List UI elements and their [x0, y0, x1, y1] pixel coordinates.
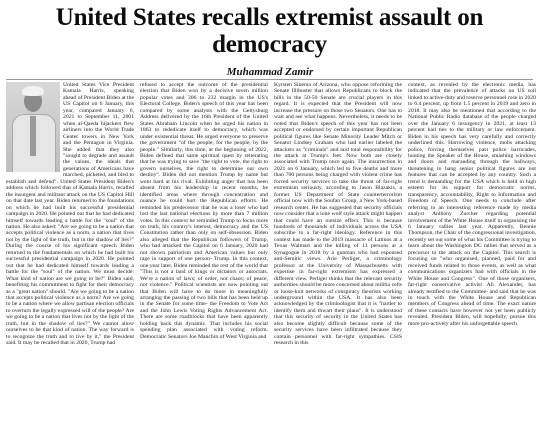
article-column-4: [408, 82, 536, 442]
headline: United States recalls extremist assault on democracy: [55, 4, 484, 58]
divider: [6, 79, 533, 80]
article-column-1: [6, 82, 134, 442]
column-4-text: context, as revealed by the electronic media, has indicated that the prevalence of attacks on US soil linked to active-duty and reserve personnel rose in 2020 to 6.4 percent, up from 1.5 percent in 2019 and zero in 2018. It may also be mentioned that according to the National Public Radio database of the people charged over the January 6 insurgency in 2021, at least 13 percent had ties to the military or law enforcement. Biden in his speech has very carefully and correctly underlined this. Harrowing violence, mobs attacking police, forcing themselves past police barricades, hunting the Speaker of the House, smashing windows and doors and marauding through the hallways, threatening to hang senior political figures are not features that can be accepted by any country. Such a trend is demanding for the USA which is held in high esteem for its support for democratic norms, transparency, accountability, Right to Information and Freedom of Speech. One needs to conclude after referring to an interesting reference made by media analyst Anthony Zurcher regarding potential involvement of the White House itself in organising the 6 January rallies last year. Apparently, Bennie Thompson, the Chair of the congressional investigation, recently set out some of what his Committee is trying to learn about the Washington DC rallies that served as a precursor to the attack on the Capitol. This search is focusing on "who organised, planned, paid for and received funds related to those events, as well as what communications organizers had with officials in the White House and Congress". One of those organisers, far-right conservative activist Ali Alexander, has already testified to the Committee- and said that he was in touch with the White House and Republican members of Congress ahead of time. The exact nature of these contacts have however not yet been publicly revealed. President Biden, will hopefully, pursue this more pro-actively after his unforgettable speech.: [408, 82, 536, 327]
author-photo: [6, 82, 60, 172]
column-2-text: refused to accept the outcome of the presidential election that Biden won by a decisive seven million popular votes and 306 to 232 margin in the US's Electoral College. Biden's speech of this year has been compared by some analysts with the Gettysburg Address delivered by the 16th President of the United States Abraham Lincoln when he urged his nation in 1863 to rededicate itself to democracy, which was under existential threat. He urged everyone to preserve the government "of the people, for the people, by the people." Similarly, this time, at the beginning of 2022, Biden defined that same spiritual quest by reiterating that he was trying to save "the right to vote, the right to govern ourselves, the right to determine our own destiny". Biden did not mention Trump by name but went hard at his rival. Exhibiting anger that has been absent from his leadership in recent months, he identified areas where through concentration and nuance he could hurt the Republican efforts. He reminded his predecessor that he was a loser who had lost the last national elections by more than 7 million votes. In this context he reminded Trump to focus more on truth, his country's interest, democracy and the US Constitution rather than only on self-obsession. Biden also alleged that the Republican followers of Trump, who had attacked the Capitol on 6 January, 2020 had not shown patriotism and American values but only rage in support of one person- Trump. In this context, one year later, Biden reminded the rest of the world that "This is not a land of kings or dictators or autocrats. We're a nation of laws; of order, not chaos; of peace, not violence." Political scientists are now pointing out that Biden will have to do more in meaningfully arranging the passing of two bills that has been held up in the Senate for some time- the Freedom to Vote Act and the John Lewis Voting Rights Advancement Act. There are some roadblocks that have been apparently holding back this dynamic. That includes his social spending plan associated with voting reform. Democratic Senators Joe Manchin of West Virginia and: [140, 82, 268, 340]
article-column-2: [140, 82, 268, 442]
column-3-text: Kyrsten Sinema of Arizona, who oppose reforming the Senate filibuster that allows Republicans to block the bills in the 50-50 Senate are crucial players in this regard. It is expected that the President will now increase the pressure on those two Senators. One has to wait and see what happens. Nevertheless, it needs to be noted that Biden's speech of this year has not been accepted or endorsed by certain important Republican political figures like Senate Minority Leader Mitch or Senator Lindsey Graham who had earlier labeled the attackers as "criminals" and laid total responsibility for the attack at Trump's feet. Now both are closely associated with Trump once again. The insurrection in 2021 on 6 January, which led to five deaths and more than 700 persons being charged with violent crime has forced security services to take the threat of far-right extremism seriously, according to Jason Blazakis, a former US Department of State counterterrorism official now with the Soufan Group, a New York-based research center. He has suggested that security officials now consider that a lone wolf style attack might happen that could have an outsize effect. This is because hundreds of thousands of individuals across the USA subscribe to a far-right ideology. Reference in this context has made to the 2019 massacre of Latinos at a Texas Walmart and the killing of 11 persons at a Synagogue in 2018 by a gunman who had espoused anti-Semitic views. Arie Perliger, a criminology professor at the University of Massachusetts with expertise in far-right extremism has expressed a different view. Perliger thinks that the relevant security authorities should be more concerned about militia cells or loose-knit networks of conspiracy theorists working underground within the USA. It has also been acknowledged by the criminologist that it is "harder to identify them and thwart their plans". It is understood that this security of security in the United States has also become slightly difficult because some of the security services have been infiltrated because they contain personnel with far-right sympathies. CSIS research in this: [274, 82, 402, 347]
byline: Muhammad Zamir: [226, 66, 314, 78]
article-column-3: [274, 82, 402, 442]
column-1-text: United States Vice President Kamala Harris, speaking ahead of President Biden at the US Capitol on 6 January, this year, compared January 6, 2021 to September 11, 2001 when al-Qaeda hijackers flew airliners into the World Trade Center towers in New York and the Pentagon in Virginia. She added that they also "sought to degrade and assault the values, the ideals that generations of Americans have marched, picketed, and bled to establish and defend". United States President Biden's address which followed that of Kamala Harris, recalled the insurgent and militant attack on the US Capitol Hill on that date last year. Biden returned to the foundations on which he had built his successful presidential campaign in 2020. He pointed out that he had dedicated himself towards leading a battle for the "soul" of the nation. He also asked: "Are we going to be a nation that accepts political violence as a norm, a nation that lives not by the light of the truth, but in the shadow of lies?" During the course of his significant speech Biden returned to the fundamentals on which he had built his successful presidential campaign in 2020. He pointed out that he had dedicated himself towards leading a battle for the "soul" of the nation. We must decide: What kind of nation are we going to be?" Biden said, benefiting his commitment to fight for their democracy as a "great nation" should. "Are we going to be a nation that accepts political violence as a norm? Are we going to be a nation where we allow partisan election officials to overturn the legally expressed will of the people? Are we going to be a nation that lives not by the light of the truth, but in the shadow of lies?" We cannot allow ourselves to be that kind of nation. The way forward is to recognize the truth and to live by it," the President said. It may be recalled that in 2020, Trump had: [6, 82, 134, 347]
